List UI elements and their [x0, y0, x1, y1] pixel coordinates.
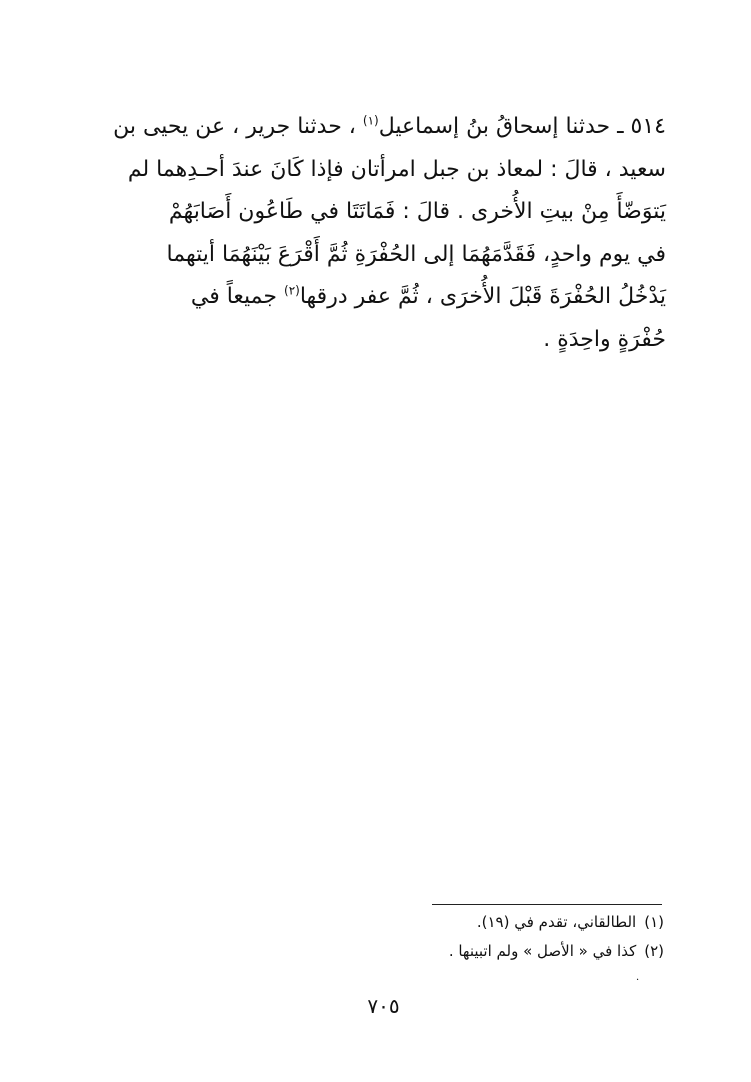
text-line-3: يَتوَضّأَ مِنْ بيتِ الأُخرى . قالَ : فَمَاتَتَا في طَاعُون أَصَابَهُمْ — [168, 199, 666, 224]
hadith-text — [106, 106, 666, 361]
stray-mark: · — [636, 975, 640, 986]
text-line-1-end: ، حدثنا جرير ، عن يحيى بن — [113, 114, 356, 139]
footnote-ref-2: (٢) — [284, 283, 300, 298]
text-line-5-end: جميعاً في — [190, 284, 277, 309]
footnote-number: (١) — [644, 913, 664, 931]
text-line-5-start: يَدْخُلُ الحُفْرَةَ قَبْلَ الأُخرَى ، ثُمَّ عفر درقها — [299, 284, 666, 309]
page-number — [0, 994, 751, 1018]
footnote-2 — [300, 937, 664, 966]
footnote-1 — [300, 908, 664, 937]
text-line-5 — [106, 276, 666, 319]
footnote-divider — [432, 904, 662, 905]
text-line-6: حُفْرَةٍ واحِدَةٍ . — [543, 326, 666, 352]
footnote-ref-1: (١) — [362, 113, 379, 128]
footnotes — [300, 908, 664, 966]
text-line-1 — [106, 106, 666, 149]
footnote-text: كذا في « الأصل » ولم اتبينها . — [448, 942, 637, 960]
footnote-text: الطالقاني، تقدم في (١٩). — [476, 913, 637, 931]
text-line-1-start: ٥١٤ ـ حدثنا إسحاقُ بنُ إسماعيل — [378, 114, 666, 139]
text-line-4: في يوم واحدٍ، فَقَدَّمَهُمَا إلى الحُفْرَةِ ثُمَّ أَقْرَعَ بَيْنَهُمَا أيتهما — [166, 241, 666, 267]
page-number-text: ٧٠٥ — [367, 994, 400, 1018]
text-line-2: سعيد ، قالَ : لمعاذ بن جبل امرأتان فإذا كَانَ عندَ أحـدِهما لم — [127, 156, 666, 182]
footnote-number: (٢) — [644, 942, 664, 960]
